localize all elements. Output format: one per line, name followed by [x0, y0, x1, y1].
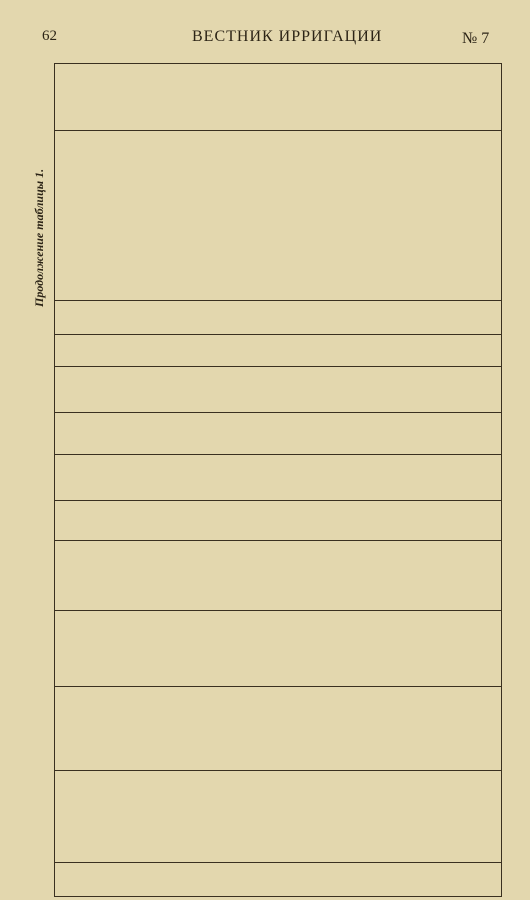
- column-name: [55, 770, 501, 862]
- page-header: [0, 0, 530, 54]
- column-time: [55, 62, 501, 130]
- table-caption: Продолжение таблицы 1.: [32, 168, 46, 307]
- column-qual: [55, 130, 501, 300]
- column-num: [55, 862, 501, 896]
- rotated-table-area: [32, 63, 502, 897]
- column-equip: [55, 540, 501, 610]
- column-str: [55, 686, 501, 770]
- column-elev: [55, 500, 501, 540]
- column-at: [55, 300, 501, 334]
- column-lift: [55, 610, 501, 686]
- column-depth: [55, 454, 501, 500]
- column-deb: [55, 366, 501, 412]
- journal-title: ВЕСТНИК ИРРИГАЦИИ: [192, 28, 383, 45]
- wells-table: [54, 63, 502, 897]
- column-col: [55, 412, 501, 454]
- issue-number: № 7: [462, 30, 490, 47]
- page-number: 62: [42, 28, 57, 44]
- column-wt: [55, 334, 501, 366]
